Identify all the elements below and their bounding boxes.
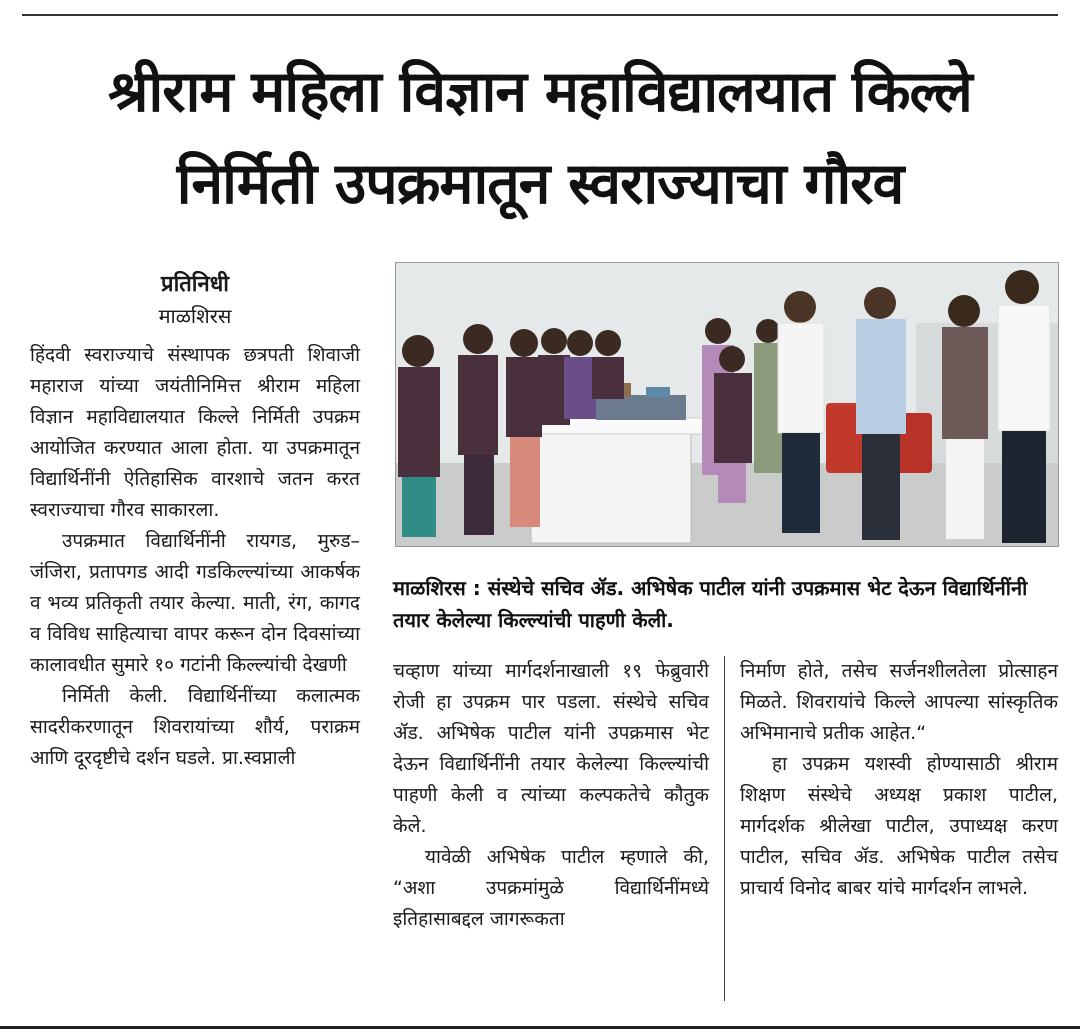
paragraph: निर्माण होते, तसेच सर्जनशीलतेला प्रोत्साहन मिळते. शिवरायांचे किल्ले आपल्या सांस्कृतिक अभिमानाचे प्रतीक आहेत.“ [740, 660, 1058, 744]
group-photo-illustration [396, 263, 1058, 546]
news-photo [395, 262, 1059, 547]
byline [30, 268, 360, 330]
paragraph: निर्मिती केली. विद्यार्थिनींच्या कलात्मक सादरीकरणातून शिवरायांच्या शौर्य, पराक्रम आणि दूरदृष्टीचे दर्शन घडले. प्रा.स्वप्नाली [30, 685, 360, 769]
byline-place: माळशिरस [158, 304, 232, 328]
top-rule [22, 14, 1058, 16]
article-column-3 [740, 656, 1058, 904]
paragraph: हिंदवी स्वराज्याचे संस्थापक छत्रपती शिवाजी महाराज यांच्या जयंतीनिमित्त श्रीराम महिला विज्ञान महाविद्यालयात किल्ले निर्मिती उपक्रम आयोजित करण्यात आला होता. या उपक्रमातून विद्यार्थिनींनी ऐतिहासिक वारशाचे जतन करत स्वराज्याचा गौरव साकारला. [30, 344, 360, 521]
article-column-2 [393, 656, 709, 935]
headline [20, 46, 1060, 230]
paragraph: हा उपक्रम यशस्वी होण्यासाठी श्रीराम शिक्षण संस्थेचे अध्यक्ष प्रकाश पाटील, मार्गदर्शक श्रीलेखा पाटील, उपाध्यक्ष करण पाटील, सचिव ॲड. अभिषेक पाटील तसेच प्राचार्य विनोद बाबर यांचे मार्गदर्शन लाभले. [740, 753, 1058, 899]
headline-line-1: श्रीराम महिला विज्ञान महाविद्यालयात किल्ले [108, 59, 972, 125]
column-divider [724, 656, 725, 1001]
article-column-1 [30, 340, 360, 774]
headline-line-2: निर्मिती उपक्रमातून स्वराज्याचा गौरव [176, 151, 904, 217]
bottom-rule [0, 1026, 1080, 1029]
paragraph: उपक्रमात विद्यार्थिनींनी रायगड, मुरुड–जंजिरा, प्रतापगड आदी गडकिल्ल्यांच्या आकर्षक व भव्य प्रतिकृती तयार केल्या. माती, रंग, कागद व विविध साहित्याचा वापर करून दोन दिवसांच्या कालावधीत सुमारे १० गटांनी किल्ल्यांची देखणी [30, 530, 360, 676]
byline-name: प्रतिनिधी [161, 272, 229, 297]
photo-caption: माळशिरस : संस्थेचे सचिव ॲड. अभिषेक पाटील यांनी उपक्रमास भेट देऊन विद्यार्थिनींनी तयार केलेल्या किल्ल्यांची पाहणी केली. [393, 576, 1028, 632]
paragraph: चव्हाण यांच्या मार्गदर्शनाखाली १९ फेब्रुवारी रोजी हा उपक्रम पार पडला. संस्थेचे सचिव ॲड. अभिषेक पाटील यांनी उपक्रमास भेट देऊन विद्यार्थिनींनी तयार केलेल्या किल्ल्यांची पाहणी केली व त्यांच्या कल्पकतेचे कौतुक केले. [393, 660, 709, 837]
paragraph: यावेळी अभिषेक पाटील म्हणाले की, “अशा उपक्रमांमुळे विद्यार्थिनींमध्ये इतिहासाबद्दल जागरूकता [393, 846, 709, 930]
